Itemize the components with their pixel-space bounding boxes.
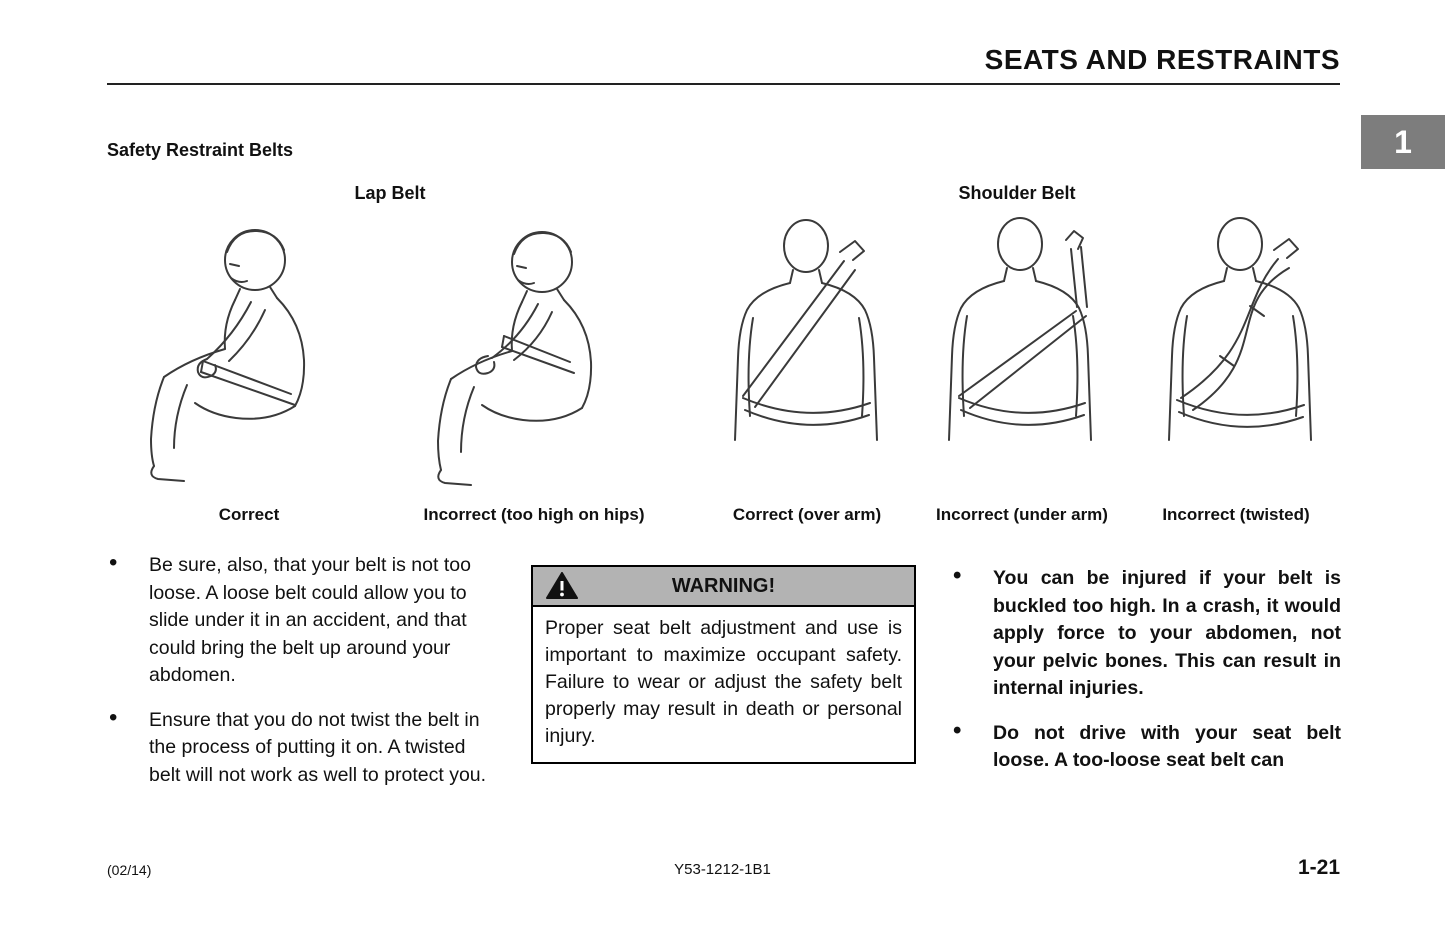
shoulder-belt-twisted-illustration: [1154, 210, 1322, 460]
figure-lap-belt-correct: [130, 208, 368, 491]
list-item: • Do not drive with your seat belt loose. A too-loose seat belt can: [951, 720, 1341, 775]
shoulder-belt-correct-illustration: [722, 212, 890, 447]
footer-revision: (02/14): [107, 862, 152, 878]
right-bullet-list: [951, 565, 1341, 792]
warning-box: [531, 565, 916, 764]
figure-shoulder-belt-correct: [722, 212, 890, 452]
lap-belt-incorrect-illustration: [414, 208, 656, 498]
list-item: • You can be injured if your belt is buckled too high. In a crash, it would apply force to your abdomen, not your pelvic bones. This can result in internal injuries.: [951, 565, 1341, 703]
shoulder-belt-label: Shoulder Belt: [958, 183, 1076, 203]
lap-belt-correct-illustration: [130, 208, 368, 486]
figure-lap-belt-incorrect: [414, 208, 656, 503]
lap-belt-label: Lap Belt: [354, 183, 426, 203]
left-bullet-list: [107, 552, 499, 806]
page-title: SEATS AND RESTRAINTS: [984, 44, 1340, 75]
caption-lap-incorrect: Incorrect (too high on hips): [423, 505, 645, 524]
caption-shoulder-correct: Correct (over arm): [732, 505, 882, 524]
caption-shoulder-twisted: Incorrect (twisted): [1162, 505, 1310, 524]
list-item: • Be sure, also, that your belt is not too loose. A loose belt could allow you to slide under it in an accident, and that could bring the belt up around your abdomen.: [107, 552, 499, 690]
figure-shoulder-belt-twisted: [1154, 210, 1322, 465]
figure-shoulder-belt-under-arm: [938, 210, 1104, 463]
warning-triangle-icon: [546, 572, 578, 600]
footer-page-number: 1-21: [1297, 856, 1340, 879]
warning-header: [533, 567, 914, 607]
caption-lap-correct: Correct: [218, 505, 280, 524]
section-title: Safety Restraint Belts: [107, 140, 294, 160]
shoulder-belt-under-arm-illustration: [938, 210, 1104, 458]
chapter-tab: 1: [1361, 115, 1445, 169]
list-item: • Ensure that you do not twist the belt in the process of putting it on. A twisted belt will not work as well to protect you.: [107, 707, 499, 790]
warning-title: WARNING!: [671, 574, 776, 597]
caption-shoulder-under-arm: Incorrect (under arm): [936, 505, 1108, 524]
footer-part-number: Y53-1212-1B1: [674, 861, 771, 878]
header-rule: [107, 83, 1340, 85]
warning-body-text: Proper seat belt adjustment and use is important to maximize occupant safety. Failure to wear or adjust the safety belt properly may result in death or personal injury.: [545, 617, 902, 747]
